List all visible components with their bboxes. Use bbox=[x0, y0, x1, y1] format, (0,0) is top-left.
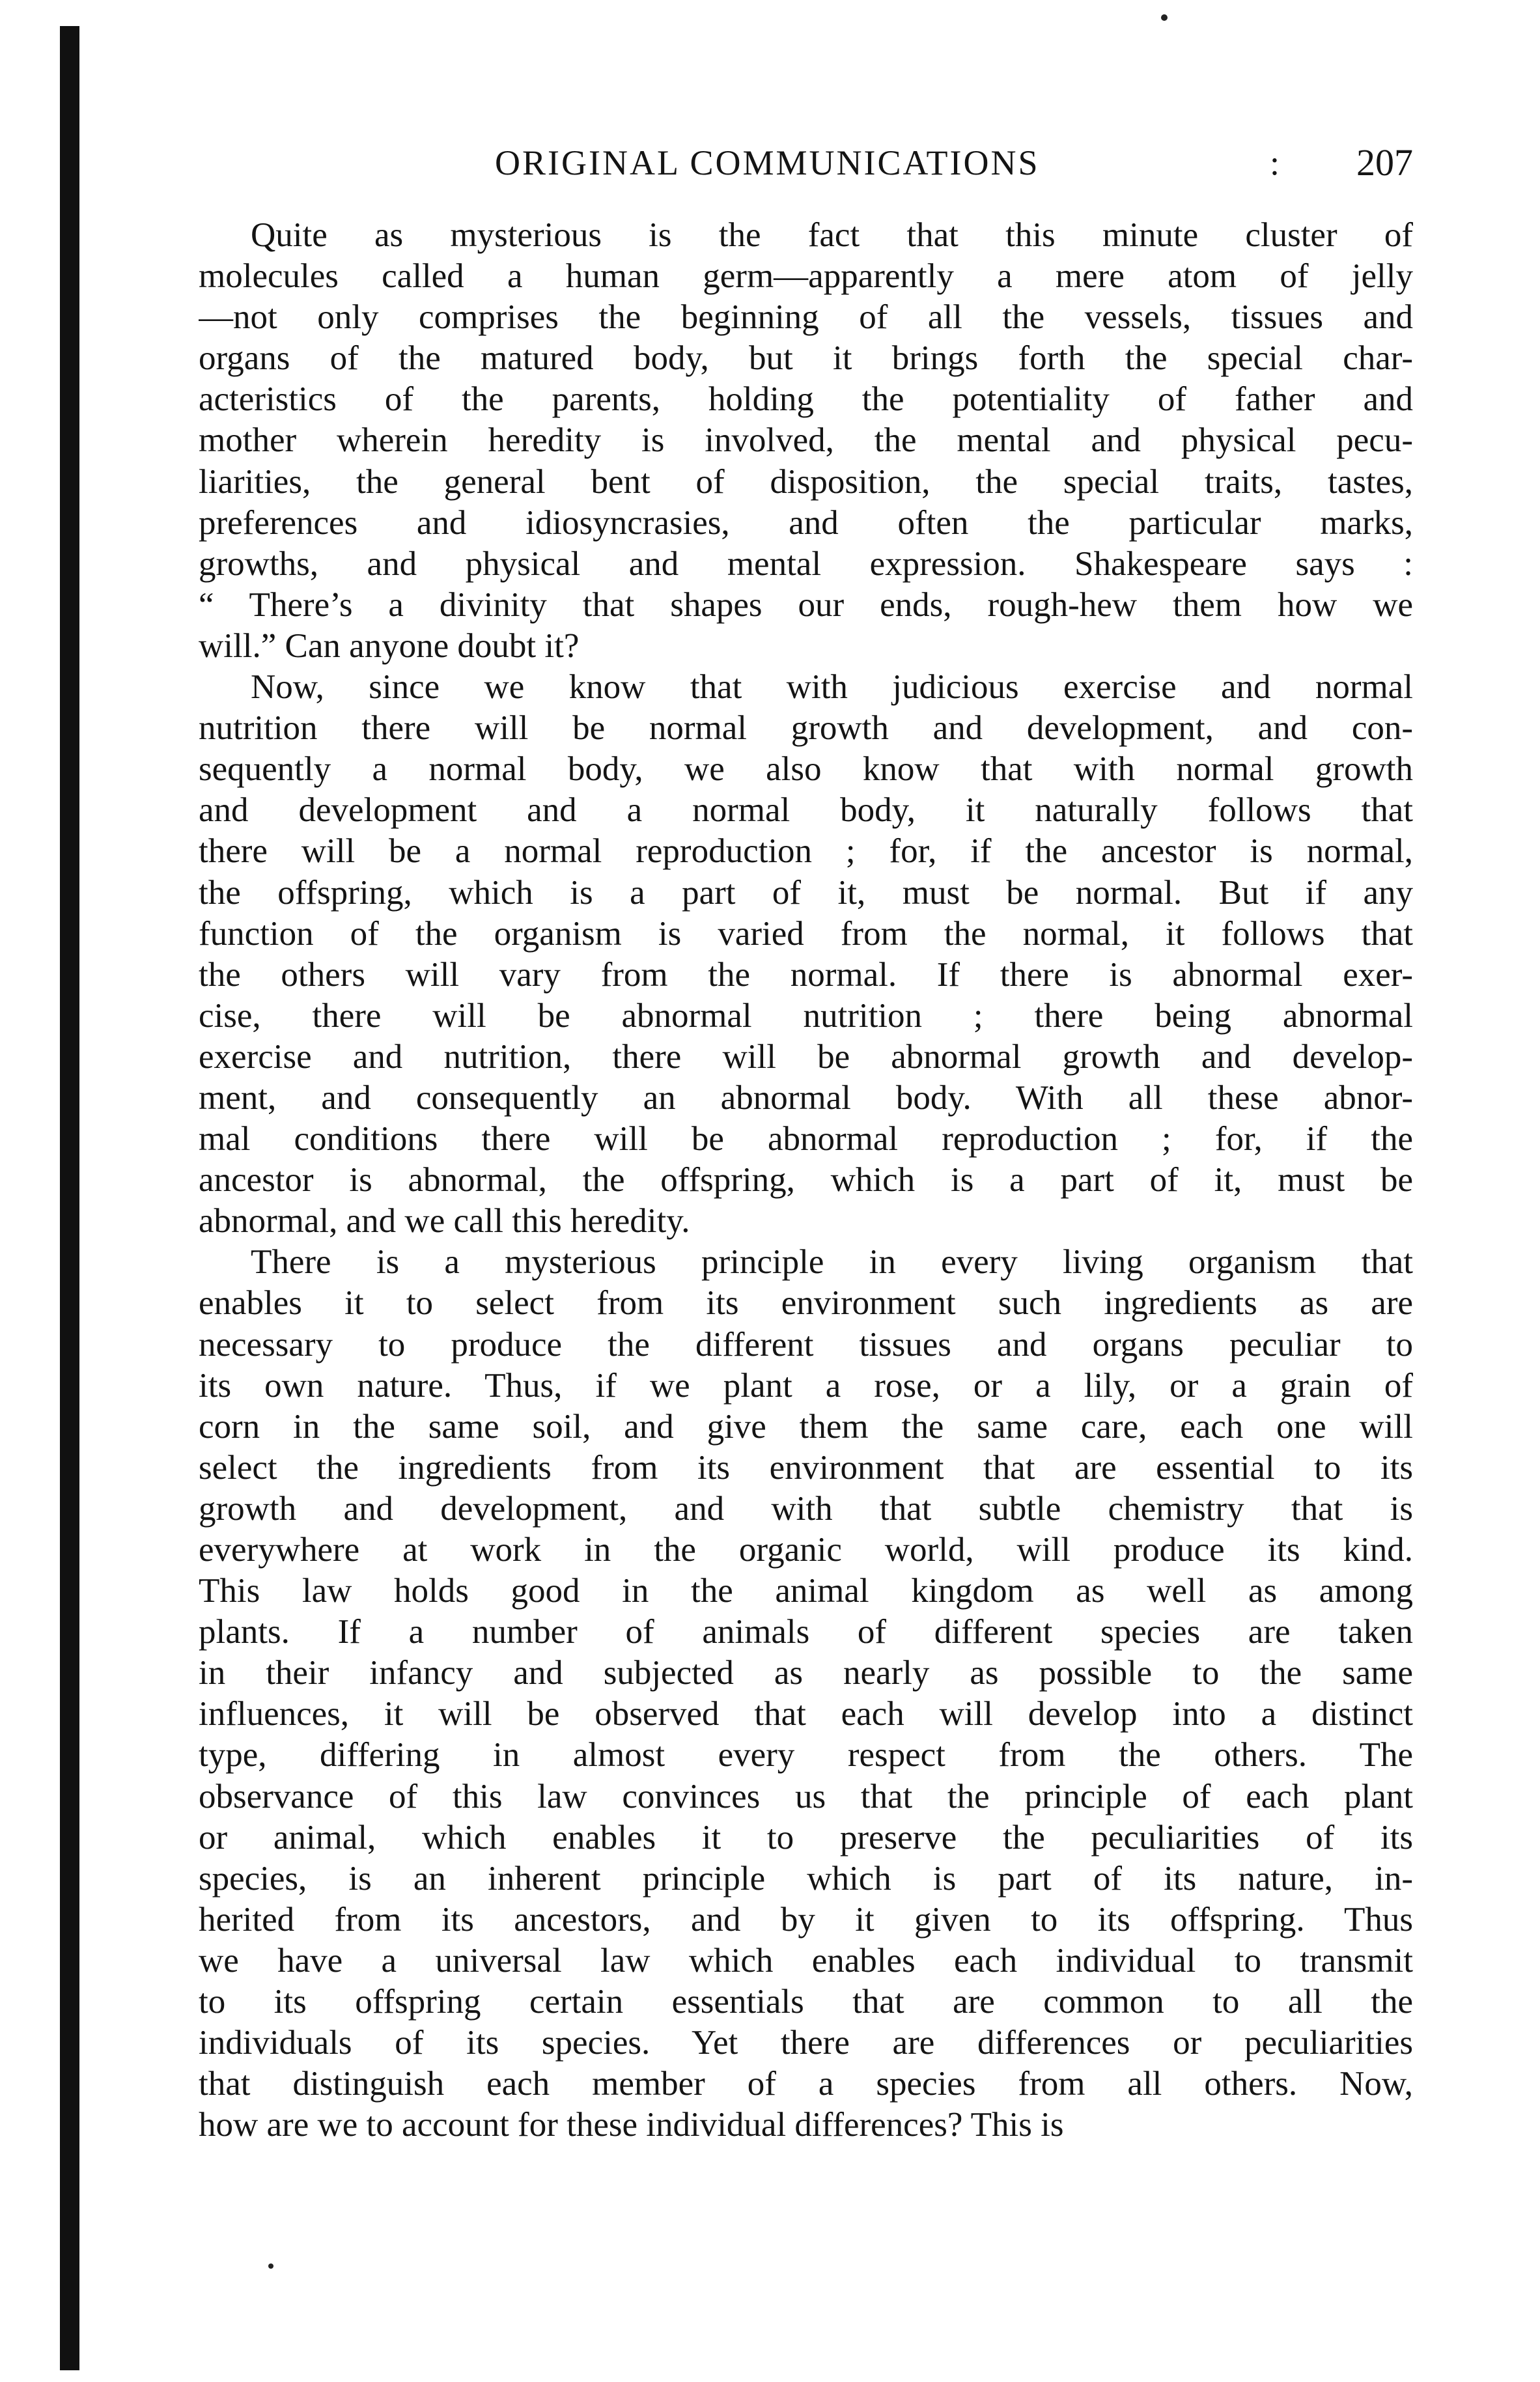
text-line: growths, and physical and mental expression. Shakespeare says : bbox=[199, 544, 1413, 583]
text-line: we have a universal law which enables each individual to transmit bbox=[199, 1941, 1413, 1980]
binding-edge bbox=[60, 26, 79, 2370]
text-line: in their infancy and subjected as nearly as possible to the same bbox=[199, 1654, 1413, 1692]
print-speck bbox=[268, 2263, 273, 2269]
text-line: type, differing in almost every respect from the others. The bbox=[199, 1736, 1413, 1774]
page-header bbox=[199, 133, 1413, 192]
text-line: or animal, which enables it to preserve the peculiarities of its bbox=[199, 1818, 1413, 1857]
text-line: plants. If a number of animals of different species are taken bbox=[199, 1613, 1413, 1651]
text-line: molecules called a human germ—apparently a mere atom of jelly bbox=[199, 257, 1413, 296]
text-line: sequently a normal body, we also know that with normal growth bbox=[199, 750, 1413, 789]
text-line: ment, and consequently an abnormal body. With all these abnor- bbox=[199, 1078, 1413, 1117]
text-line: There is a mysterious principle in every living organism that bbox=[251, 1243, 1413, 1282]
text-line: and development and a normal body, it naturally follows that bbox=[199, 791, 1413, 830]
text-line: corn in the same soil, and give them the same care, each one will bbox=[199, 1407, 1413, 1446]
paragraph bbox=[199, 1242, 1413, 2146]
text-line: growth and development, and with that subtle chemistry that is bbox=[199, 1489, 1413, 1528]
text-line: select the ingredients from its environment that are essential to its bbox=[199, 1448, 1413, 1487]
text-line: necessary to produce the different tissues and organs peculiar to bbox=[199, 1325, 1413, 1364]
text-line: This law holds good in the animal kingdom as well as among bbox=[199, 1572, 1413, 1610]
running-head: ORIGINAL COMMUNICATIONS bbox=[495, 143, 1040, 182]
text-line: ancestor is abnormal, the offspring, which is a part of it, must be bbox=[199, 1161, 1413, 1199]
text-line: exercise and nutrition, there will be abnormal growth and develop- bbox=[199, 1037, 1413, 1076]
body-text bbox=[199, 215, 1413, 2146]
text-line: how are we to account for these individual differences? This is bbox=[199, 2106, 1064, 2144]
text-line: everywhere at work in the organic world, will produce its kind. bbox=[199, 1531, 1413, 1569]
text-line: its own nature. Thus, if we plant a rose, or a lily, or a grain of bbox=[199, 1366, 1413, 1405]
text-line: herited from its ancestors, and by it given to its offspring. Thus bbox=[199, 1900, 1413, 1939]
text-line: abnormal, and we call this heredity. bbox=[199, 1202, 690, 1240]
text-line: influences, it will be observed that each will develop into a distinct bbox=[199, 1695, 1413, 1733]
print-speck bbox=[1161, 14, 1168, 21]
paragraph bbox=[199, 215, 1413, 667]
text-line: that distinguish each member of a species from all others. Now, bbox=[199, 2065, 1413, 2103]
text-line: Quite as mysterious is the fact that this minute cluster of bbox=[251, 216, 1413, 254]
text-line: liarities, the general bent of disposition, the special traits, tastes, bbox=[199, 462, 1413, 501]
text-line: —not only comprises the beginning of all the vessels, tissues and bbox=[199, 298, 1413, 337]
text-line: enables it to select from its environment such ingredients as are bbox=[199, 1284, 1413, 1323]
text-line: function of the organism is varied from the normal, it follows that bbox=[199, 914, 1413, 953]
text-line: cise, there will be abnormal nutrition ; there being abnormal bbox=[199, 996, 1413, 1035]
text-line: the offspring, which is a part of it, must be normal. But if any bbox=[199, 873, 1413, 912]
text-line: mal conditions there will be abnormal reproduction ; for, if the bbox=[199, 1120, 1413, 1158]
text-line: nutrition there will be normal growth and development, and con- bbox=[199, 709, 1413, 748]
paragraph bbox=[199, 667, 1413, 1242]
text-line: “ There’s a divinity that shapes our ends, rough-hew them how we bbox=[199, 585, 1413, 624]
text-line: there will be a normal reproduction ; for, if the ancestor is normal, bbox=[199, 832, 1413, 871]
page-number: 207 bbox=[1356, 141, 1413, 184]
text-line: species, is an inherent principle which is part of its nature, in- bbox=[199, 1859, 1413, 1898]
text-line: individuals of its species. Yet there are differences or peculiarities bbox=[199, 2024, 1413, 2062]
text-line: mother wherein heredity is involved, the mental and physical pecu- bbox=[199, 421, 1413, 460]
text-line: observance of this law convinces us that the principle of each plant bbox=[199, 1777, 1413, 1815]
text-line: acteristics of the parents, holding the potentiality of father and bbox=[199, 380, 1413, 419]
text-line: the others will vary from the normal. If there is abnormal exer- bbox=[199, 955, 1413, 994]
text-line: to its offspring certain essentials that are common to all the bbox=[199, 1983, 1413, 2021]
running-head-separator: : bbox=[1270, 143, 1280, 182]
text-line: Now, since we know that with judicious exercise and normal bbox=[251, 668, 1413, 707]
text-line: organs of the matured body, but it brings forth the special char- bbox=[199, 339, 1413, 378]
text-line: will.” Can anyone doubt it? bbox=[199, 626, 580, 665]
text-line: preferences and idiosyncrasies, and often the particular marks, bbox=[199, 503, 1413, 542]
